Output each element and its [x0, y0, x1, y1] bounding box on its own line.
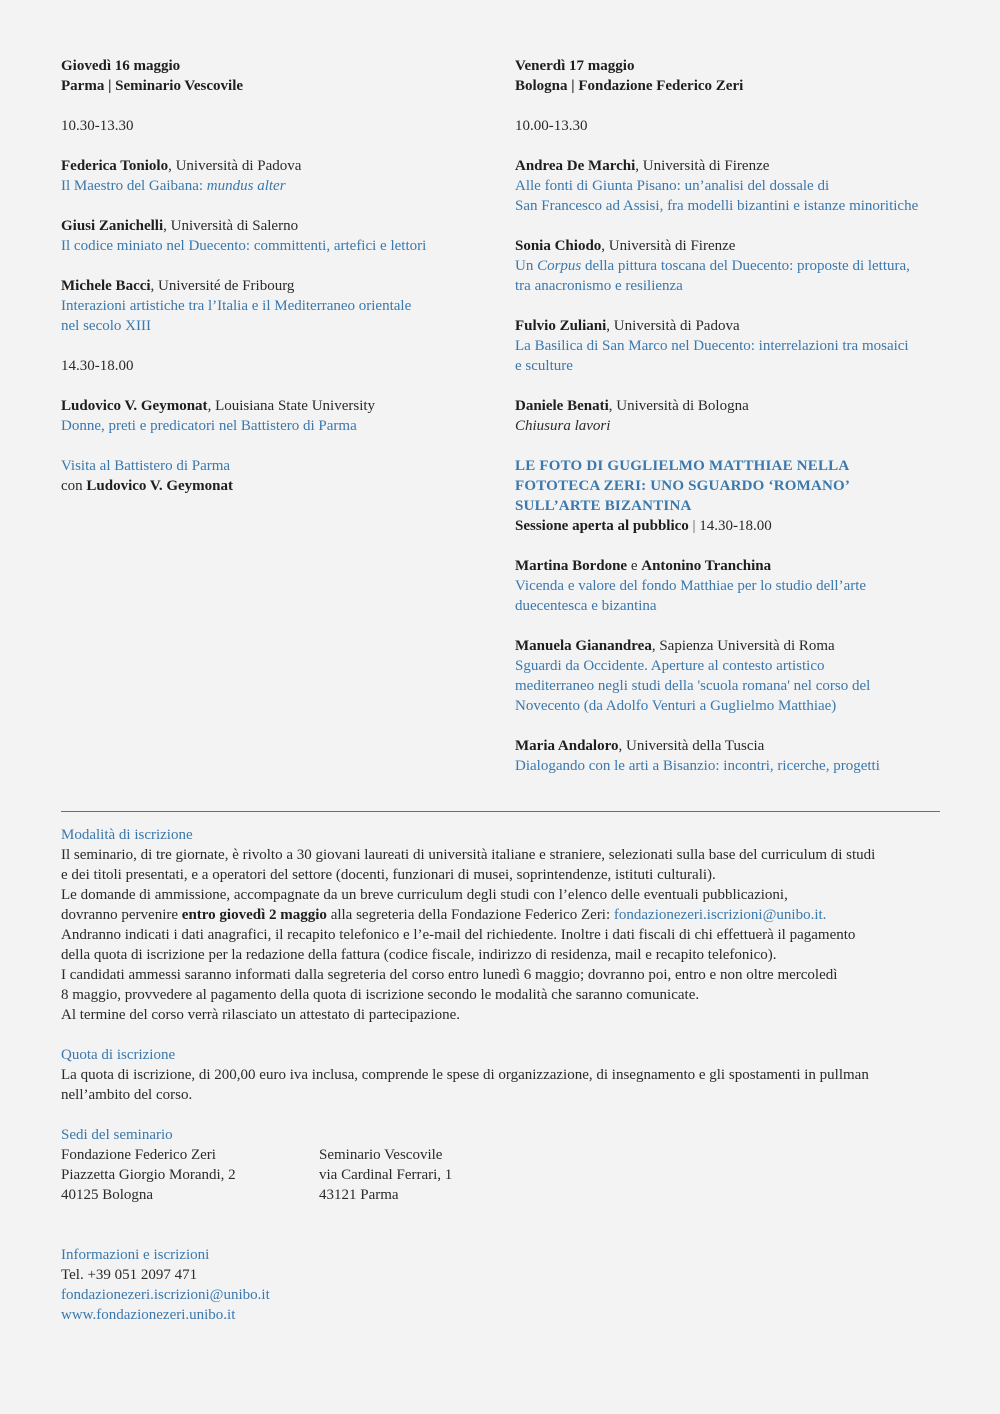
speaker-name: Michele Bacci [61, 278, 151, 294]
talk-title: La Basilica di San Marco nel Duecento: interrelazioni tra mosaici [515, 338, 909, 354]
speaker-name: Manuela Gianandrea [515, 638, 652, 654]
speaker-conjunction: e [627, 558, 642, 574]
day1-column [61, 56, 461, 496]
talk-speaker-line [515, 736, 945, 756]
separator: | [688, 518, 700, 534]
registration-text: e dei titoli presentati, e a operatori del settore (docenti, funzionari di musei, soprintendenze, istituti culturali). [61, 867, 716, 883]
venue-bologna [61, 1145, 319, 1205]
registration-text: Il seminario, di tre giornate, è rivolto a 30 giovani laureati di università italiane e straniere, selezionati sulla base del curriculum di studi [61, 847, 876, 863]
day2-morning-time: 10.00-13.30 [515, 118, 588, 134]
speaker-affiliation: , Università di Salerno [163, 218, 299, 234]
talk-title-italic: Corpus [537, 258, 582, 274]
registration-text: Le domande di ammissione, accompagnate da un breve curriculum degli studi con l’elenco delle eventuali pubblicazioni, [61, 887, 788, 903]
session-title: FOTOTECA ZERI: UNO SGUARDO ‘ROMANO’ [515, 478, 851, 494]
talk-title-text: della pittura toscana del Duecento: proposte di lettura, [581, 258, 910, 274]
day1-place: Parma | Seminario Vescovile [61, 78, 244, 94]
talk-speaker-line [515, 236, 945, 256]
talk-speaker-line [61, 156, 461, 176]
registration-info [61, 825, 946, 1325]
venue-city: 43121 Parma [319, 1187, 399, 1203]
speaker-name: Giusi Zanichelli [61, 218, 164, 234]
talk-title: Sguardi da Occidente. Aperture al contesto artistico [515, 658, 825, 674]
visit-guide: Ludovico V. Geymonat [86, 478, 233, 494]
talk-title [515, 256, 945, 276]
visit-guide-line [61, 476, 461, 496]
talk-title: tra anacronismo e resilienza [515, 278, 683, 294]
registration-text: I candidati ammessi saranno informati dalla segreteria del corso entro lunedì 6 maggio; dovranno poi, entro e non oltre mercoledì [61, 967, 838, 983]
speaker-name: Maria Andaloro [515, 738, 619, 754]
talk-speaker-line [61, 216, 461, 236]
speaker-affiliation: , Università della Tuscia [618, 738, 765, 754]
contact-email-link[interactable]: fondazionezeri.iscrizioni@unibo.it [61, 1287, 270, 1303]
talk-title-text: Un [515, 258, 538, 274]
talk-speaker-line [515, 556, 945, 576]
day2-column [515, 56, 945, 776]
talk-title-italic: mundus alter [206, 178, 286, 194]
speaker-affiliation: , Università di Firenze [601, 238, 736, 254]
speaker-name: Federica Toniolo [61, 158, 169, 174]
talk-title: Interazioni artistiche tra l’Italia e il Mediterraneo orientale [61, 298, 412, 314]
talk-title: e sculture [515, 358, 573, 374]
speaker-affiliation: , Università di Padova [606, 318, 740, 334]
visit-with: con [61, 478, 87, 494]
venue-name: Seminario Vescovile [319, 1147, 443, 1163]
contacts-heading: Informazioni e iscrizioni [61, 1247, 210, 1263]
speaker-name: Daniele Benati [515, 398, 609, 414]
session-title: SULL’ARTE BIZANTINA [515, 498, 692, 514]
day2-place: Bologna | Fondazione Federico Zeri [515, 78, 744, 94]
talk-title: Novecento (da Adolfo Venturi a Guglielmo Matthiae) [515, 698, 837, 714]
talk-speaker-line [61, 276, 461, 296]
speaker-affiliation: , Università di Bologna [608, 398, 749, 414]
session-subtitle: Sessione aperta al pubblico [515, 518, 689, 534]
talk-speaker-line [515, 396, 945, 416]
speaker-name: Andrea De Marchi [515, 158, 636, 174]
contact-website-link[interactable]: www.fondazionezeri.unibo.it [61, 1307, 236, 1323]
speaker-affiliation: , Università di Padova [168, 158, 302, 174]
registration-deadline: entro giovedì 2 maggio [181, 907, 327, 923]
talk-title: Dialogando con le arti a Bisanzio: incontri, ricerche, progetti [515, 758, 880, 774]
speaker-affiliation: , Università di Firenze [635, 158, 770, 174]
talk-title: Alle fonti di Giunta Pisano: un’analisi del dossale di [515, 178, 830, 194]
session-title: LE FOTO DI GUGLIELMO MATTHIAE NELLA [515, 458, 850, 474]
venue-address: Piazzetta Giorgio Morandi, 2 [61, 1167, 236, 1183]
day1-morning-time: 10.30-13.30 [61, 118, 134, 134]
day2-date: Venerdì 17 maggio [515, 58, 635, 74]
talk-speaker-line [515, 636, 945, 656]
speaker-affiliation: , Sapienza Università di Roma [651, 638, 835, 654]
talk-title: Il codice miniato nel Duecento: committenti, artefici e lettori [61, 238, 427, 254]
fee-heading: Quota di iscrizione [61, 1047, 176, 1063]
registration-deadline-line [61, 905, 946, 925]
registration-text: 8 maggio, provvedere al pagamento della quota di iscrizione secondo le modalità che saranno comunicate. [61, 987, 700, 1003]
registration-heading: Modalità di iscrizione [61, 827, 193, 843]
talk-title-text: Il Maestro del Gaibana: [61, 178, 207, 194]
section-divider [61, 811, 940, 812]
talk-title [61, 176, 461, 196]
speaker-name: Antonino Tranchina [641, 558, 772, 574]
registration-text: della quota di iscrizione per la redazione della fattura (codice fiscale, indirizzo di residenza, mail e recapito telefonico). [61, 947, 777, 963]
speaker-name: Fulvio Zuliani [515, 318, 607, 334]
registration-text: dovranno pervenire [61, 907, 182, 923]
registration-text: Andranno indicati i dati anagrafici, il recapito telefonico e l’e-mail del richiedente. Inoltre i dati fiscali di chi effettuerà il pagamento [61, 927, 856, 943]
session-subtitle-line [515, 516, 945, 536]
venues [61, 1145, 946, 1205]
registration-email-link[interactable]: fondazionezeri.iscrizioni@unibo.it. [613, 907, 827, 923]
talk-speaker-line [515, 156, 945, 176]
registration-text: alla segreteria della Fondazione Federico Zeri: [326, 907, 614, 923]
speaker-name: Martina Bordone [515, 558, 628, 574]
venues-heading: Sedi del seminario [61, 1127, 173, 1143]
fee-text: La quota di iscrizione, di 200,00 euro iva inclusa, comprende le spese di organizzazione, di insegnamento e gli spostamenti in pullman [61, 1067, 869, 1083]
venue-name: Fondazione Federico Zeri [61, 1147, 216, 1163]
speaker-name: Sonia Chiodo [515, 238, 602, 254]
speaker-affiliation: , Louisiana State University [207, 398, 376, 414]
talk-title: Donne, preti e predicatori nel Battistero di Parma [61, 418, 357, 434]
registration-text: Al termine del corso verrà rilasciato un attestato di partecipazione. [61, 1007, 461, 1023]
talk-title: mediterraneo negli studi della 'scuola romana' nel corso del [515, 678, 871, 694]
speaker-affiliation: , Université de Fribourg [150, 278, 295, 294]
contact-phone: Tel. +39 051 2097 471 [61, 1267, 198, 1283]
talk-title: Vicenda e valore del fondo Matthiae per lo studio dell’arte [515, 578, 867, 594]
session-time: 14.30-18.00 [699, 518, 772, 534]
talk-speaker-line [61, 396, 461, 416]
venue-parma [319, 1145, 452, 1205]
talk-speaker-line [515, 316, 945, 336]
closing-note: Chiusura lavori [515, 418, 611, 434]
talk-title: San Francesco ad Assisi, fra modelli bizantini e istanze minoritiche [515, 198, 919, 214]
day1-afternoon-time: 14.30-18.00 [61, 358, 134, 374]
speaker-name: Ludovico V. Geymonat [61, 398, 208, 414]
talk-title: duecentesca e bizantina [515, 598, 657, 614]
talk-title: nel secolo XIII [61, 318, 151, 334]
fee-text: nell’ambito del corso. [61, 1087, 193, 1103]
day1-date: Giovedì 16 maggio [61, 58, 181, 74]
venue-address: via Cardinal Ferrari, 1 [319, 1167, 453, 1183]
visit-title: Visita al Battistero di Parma [61, 458, 231, 474]
venue-city: 40125 Bologna [61, 1187, 154, 1203]
